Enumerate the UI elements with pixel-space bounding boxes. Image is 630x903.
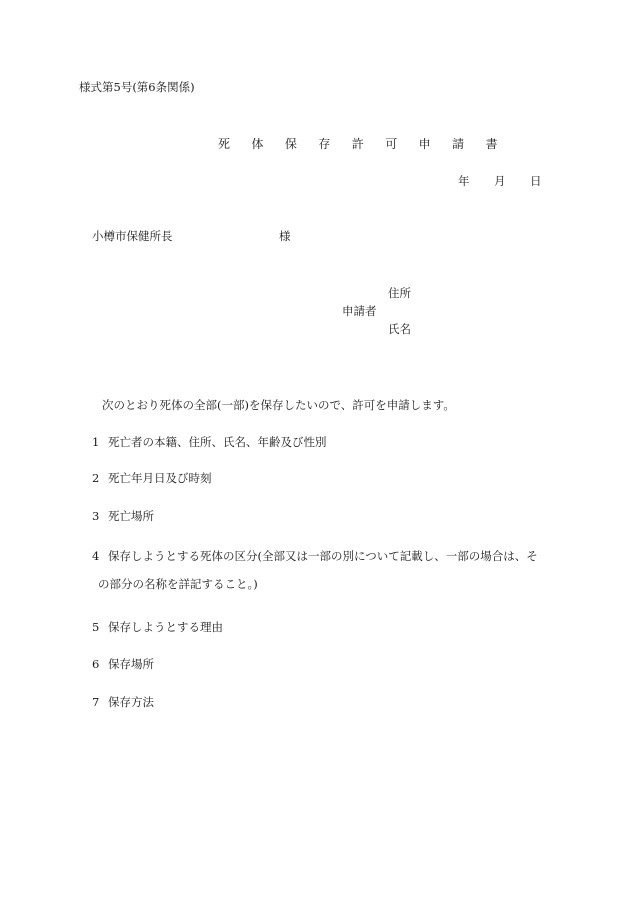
form-number: 様式第5号(第6条関係): [79, 80, 195, 94]
item-number: 7: [92, 695, 100, 709]
item-number: 4: [92, 549, 100, 563]
intro-text: 次のとおり死体の全部(一部)を保存したいので、許可を申請します。: [102, 398, 455, 412]
title-char: 体: [251, 137, 266, 151]
item-text-continuation: の部分の名称を詳記すること。): [98, 577, 258, 591]
item-number: 2: [92, 471, 100, 485]
item-text: 保存方法: [108, 695, 154, 709]
title-char: 存: [318, 137, 333, 151]
item-number: 5: [92, 620, 100, 634]
title-char: 請: [452, 137, 466, 151]
item-text: 保存しようとする理由: [108, 620, 223, 634]
title-char: 可: [385, 137, 399, 151]
applicant-label: 申請者: [342, 304, 377, 318]
item-number: 6: [92, 657, 100, 671]
item-text: 死亡場所: [108, 509, 154, 523]
date-day: 日: [530, 174, 542, 188]
title-char: 保: [284, 137, 299, 151]
title-char: 申: [418, 137, 433, 151]
title-char: 死: [218, 137, 232, 151]
date-year: 年: [458, 174, 470, 188]
addressee-name: 小樽市保健所長: [92, 229, 173, 243]
title-char: 書: [485, 137, 500, 151]
address-label: 住所: [388, 286, 411, 300]
name-label: 氏名: [388, 322, 411, 336]
item-text: 死亡者の本籍、住所、氏名、年齢及び性別: [108, 435, 327, 449]
item-text: 保存場所: [108, 657, 154, 671]
date-month: 月: [494, 174, 506, 188]
addressee-honorific: 様: [279, 229, 291, 243]
item-text: 死亡年月日及び時刻: [108, 471, 212, 485]
item-number: 3: [92, 509, 100, 523]
document-title: [218, 138, 499, 150]
item-number: 1: [92, 435, 100, 449]
item-text: 保存しようとする死体の区分(全部又は一部の別について記載し、一部の場合は、そ: [108, 549, 538, 563]
title-char: 許: [351, 137, 366, 151]
